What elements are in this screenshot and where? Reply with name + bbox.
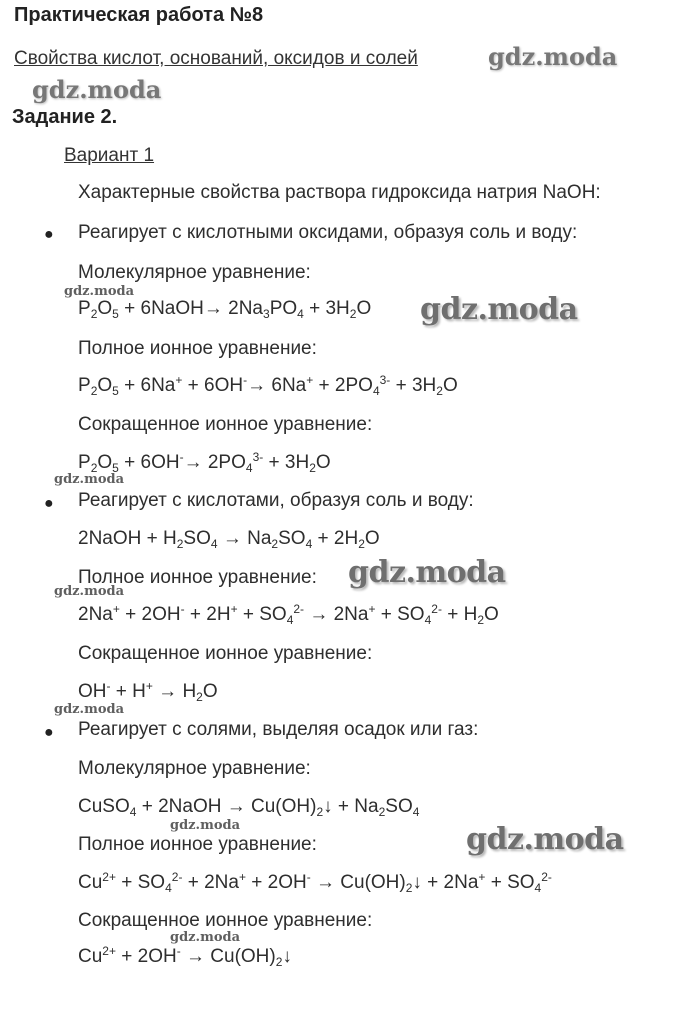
equation-2-molecular: 2NaOH + $H_2SO_4 \to Na_2SO_4 + 2H_2O$ [78,528,380,551]
equation-1-molecular: $P_2O_5$ + 6NaOH→ $2Na_3PO_4 + 3H_2O$ [78,298,372,321]
watermark: gdz.moda [488,42,618,71]
equation-1-full-ionic: $P_2O_5 + 6Na^+ + 6OH^-\to 6Na^+ + 2PO_4^{3-} + 3H_2O$ [78,373,458,398]
watermark: gdz.moda [420,292,578,327]
label-full-ionic: Полное ионное уравнение: [78,567,317,588]
label-short-ionic: Сокращенное ионное уравнение: [78,643,373,664]
watermark: gdz.moda [466,822,624,857]
bullet-1-text: Реагирует с кислотными оксидами, образуя соль и воду: [78,222,578,243]
bullet-icon: ● [44,495,54,512]
watermark: gdz.moda [348,555,506,590]
equation-2-short-ionic: $OH^- + H^+ \to H_2O$ [78,679,218,704]
label-molecular: Молекулярное уравнение: [78,758,311,779]
watermark: gdz.moda [64,284,135,299]
bullet-3-text: Реагирует с солями, выделяя осадок или газ: [78,719,479,740]
watermark: gdz.moda [32,75,162,104]
label-full-ionic: Полное ионное уравнение: [78,338,317,359]
equation-2-full-ionic: $2Na^+ + 2OH^- + 2H^+ + SO_4^{2-} \to 2Na^+ + SO_4^{2-} + H_2O$ [78,602,499,627]
watermark: gdz.moda [170,930,241,945]
task-heading: Задание 2. [12,106,118,128]
watermark: gdz.moda [54,702,125,717]
watermark: gdz.moda [170,818,241,833]
equation-3-short-ionic: $Cu^{2+} + 2OH^-$ → $Cu(OH)_2↓$ [78,944,292,969]
equation-3-molecular: CuSO$_4$ + 2NaOH → $Cu(OH)_2↓ + Na_2SO_4$ [78,796,420,819]
label-short-ionic: Сокращенное ионное уравнение: [78,414,373,435]
label-molecular: Молекулярное уравнение: [78,262,311,283]
watermark: gdz.moda [54,584,125,599]
variant-heading: Вариант 1 [64,145,155,166]
page-title: Практическая работа №8 [14,4,264,26]
label-short-ionic: Сокращенное ионное уравнение: [78,910,373,931]
bullet-icon: ● [44,724,54,741]
page-subtitle: Свойства кислот, оснований, оксидов и солей [14,48,418,69]
watermark: gdz.moda [54,472,125,487]
equation-1-short-ionic: $P_2O_5 + 6OH^-\to 2PO_4^{3-} + 3H_2O$ [78,450,331,475]
bullet-2-text: Реагирует с кислотами, образуя соль и воду: [78,490,474,511]
label-full-ionic: Полное ионное уравнение: [78,834,317,855]
equation-3-full-ionic: $Cu^{2+} + SO_4^{2-} + 2Na^+ + 2OH^-$ → $Cu(OH)_2↓ + 2Na^+ + SO_4^{2-}$ [78,870,552,895]
intro-text: Характерные свойства раствора гидроксида натрия NaOH: [78,182,601,203]
bullet-icon: ● [44,226,54,243]
